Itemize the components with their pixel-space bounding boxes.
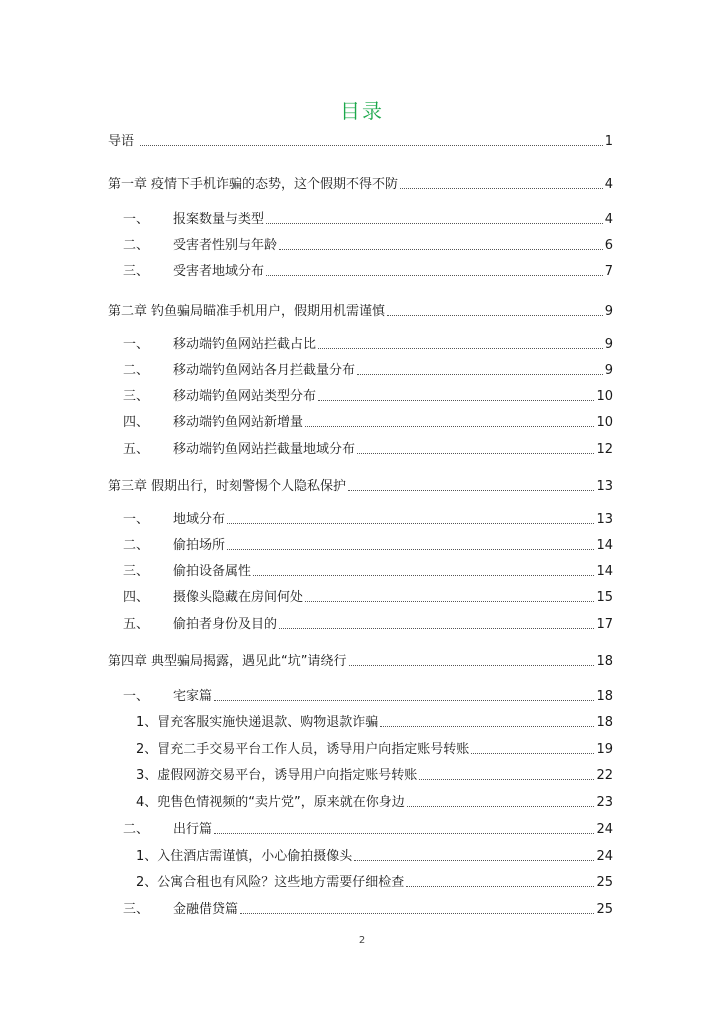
toc-entry-text: 偷拍设备属性 — [173, 564, 252, 579]
toc-entry-page: 14 — [596, 564, 613, 579]
toc-dot-leader — [357, 374, 603, 375]
toc-entry-text: 摄像头隐藏在房间何处 — [173, 590, 304, 605]
toc-entry-number: 五、 — [123, 617, 150, 632]
toc-entry[interactable] — [123, 411, 613, 431]
toc-entry-number: 二、 — [123, 363, 150, 378]
toc-dot-leader — [266, 275, 603, 276]
toc-entry[interactable] — [123, 208, 613, 228]
toc-entry-number: 第一章 — [108, 177, 148, 192]
toc-entry-number: 1、 — [136, 715, 158, 730]
page-number: 2 — [358, 935, 366, 946]
toc-entry-number: 一、 — [123, 512, 150, 527]
toc-dot-leader — [227, 523, 594, 524]
toc-entry-text: 假期出行，时刻警惕个人隐私保护 — [151, 479, 347, 494]
toc-dot-leader — [214, 833, 594, 834]
toc-entry-page: 22 — [596, 768, 613, 783]
toc-entry-number: 二、 — [123, 822, 150, 837]
toc-entry[interactable] — [123, 586, 613, 606]
toc-entry-page: 4 — [604, 177, 613, 192]
toc-entry-text: 出行篇 — [173, 822, 213, 837]
toc-dot-leader — [406, 886, 594, 887]
toc-dot-leader — [279, 628, 594, 629]
toc-entry-number: 一、 — [123, 689, 150, 704]
toc-entry-page: 4 — [604, 212, 613, 227]
toc-entry-text: 公寓合租也有风险？这些地方需要仔细检查 — [157, 875, 405, 890]
toc-entry[interactable] — [108, 475, 613, 495]
toc-entry-text: 报案数量与类型 — [173, 212, 265, 227]
toc-entry[interactable] — [123, 260, 613, 280]
toc-entry-text: 入住酒店需谨慎，小心偷拍摄像头 — [157, 849, 353, 864]
toc-entry-page: 24 — [596, 849, 613, 864]
toc-entry-text: 受害者性别与年龄 — [173, 238, 278, 253]
toc-entry-text: 钓鱼骗局瞄准手机用户，假期用机需谨慎 — [151, 304, 386, 319]
toc-dot-leader — [357, 453, 594, 454]
toc-entry[interactable] — [136, 845, 613, 865]
toc-entry-number: 导语 — [108, 134, 135, 149]
toc-entry-page: 6 — [604, 238, 613, 253]
toc-entry-number: 第四章 — [108, 654, 148, 669]
toc-entry-page: 1 — [604, 134, 613, 149]
toc-entry-text: 典型骗局揭露，遇见此“坑”请绕行 — [151, 654, 347, 669]
toc-dot-leader — [318, 400, 594, 401]
toc-entry[interactable] — [123, 438, 613, 458]
toc-entry[interactable] — [123, 818, 613, 838]
toc-entry-text: 移动端钓鱼网站各月拦截量分布 — [173, 363, 356, 378]
toc-dot-leader — [240, 913, 594, 914]
toc-entry-number: 三、 — [123, 902, 150, 917]
toc-entry[interactable] — [123, 898, 613, 918]
toc-dot-leader — [354, 860, 594, 861]
toc-dot-leader — [253, 575, 594, 576]
toc-dot-leader — [419, 779, 594, 780]
toc-dot-leader — [305, 601, 594, 602]
toc-entry-page: 14 — [596, 538, 613, 553]
toc-entry-page: 13 — [596, 479, 613, 494]
toc-dot-leader — [140, 145, 603, 146]
toc-entry[interactable] — [108, 300, 613, 320]
toc-entry-page: 13 — [596, 512, 613, 527]
toc-entry-text: 偷拍场所 — [173, 538, 226, 553]
toc-entry-page: 19 — [596, 742, 613, 757]
toc-entry-page: 12 — [596, 442, 613, 457]
toc-entry-text: 移动端钓鱼网站拦截占比 — [173, 337, 317, 352]
toc-entry-number: 四、 — [123, 415, 150, 430]
toc-entry-page: 25 — [596, 875, 613, 890]
toc-entry-number: 三、 — [123, 389, 150, 404]
toc-entry-number: 三、 — [123, 264, 150, 279]
toc-entry-text: 地域分布 — [173, 512, 226, 527]
toc-entry-number: 第二章 — [108, 304, 148, 319]
toc-entry-number: 一、 — [123, 337, 150, 352]
toc-entry-number: 第三章 — [108, 479, 148, 494]
toc-entry-text: 移动端钓鱼网站拦截量地域分布 — [173, 442, 356, 457]
toc-entry[interactable] — [123, 560, 613, 580]
toc-entry[interactable] — [123, 534, 613, 554]
toc-dot-leader — [266, 223, 603, 224]
toc-dot-leader — [387, 315, 603, 316]
toc-entry[interactable] — [108, 650, 613, 670]
toc-entry-number: 2、 — [136, 742, 158, 757]
toc-entry-text: 宅家篇 — [173, 689, 213, 704]
toc-entry-number: 二、 — [123, 238, 150, 253]
toc-entry-text: 疫情下手机诈骗的态势，这个假期不得不防 — [151, 177, 399, 192]
toc-entry-page: 25 — [596, 902, 613, 917]
toc-entry-text: 移动端钓鱼网站类型分布 — [173, 389, 317, 404]
toc-entry[interactable] — [136, 711, 613, 731]
toc-dot-leader — [348, 490, 594, 491]
toc-dot-leader — [349, 665, 595, 666]
toc-dot-leader — [305, 426, 594, 427]
toc-entry-page: 10 — [596, 415, 613, 430]
toc-entry-number: 3、 — [136, 768, 158, 783]
toc-entry-text: 受害者地域分布 — [173, 264, 265, 279]
toc-entry-number: 1、 — [136, 849, 158, 864]
toc-entry[interactable] — [136, 764, 613, 784]
toc-entry[interactable] — [136, 738, 613, 758]
toc-entry[interactable] — [123, 385, 613, 405]
toc-entry-page: 24 — [596, 822, 613, 837]
toc-entry-page: 17 — [596, 617, 613, 632]
toc-entry-number: 2、 — [136, 875, 158, 890]
toc-entry-text: 金融借贷篇 — [173, 902, 239, 917]
toc-entry-number: 五、 — [123, 442, 150, 457]
toc-entry-text: 虚假网游交易平台，诱导用户向指定账号转账 — [157, 768, 418, 783]
toc-entry-page: 15 — [596, 590, 613, 605]
toc-dot-leader — [400, 188, 603, 189]
toc-entry-page: 10 — [596, 389, 613, 404]
toc-entry-page: 9 — [604, 363, 613, 378]
toc-entry-page: 7 — [604, 264, 613, 279]
toc-dot-leader — [407, 806, 595, 807]
toc-entry-number: 三、 — [123, 564, 150, 579]
toc-dot-leader — [279, 249, 603, 250]
toc-dot-leader — [214, 700, 594, 701]
toc-title: 目录 — [340, 99, 384, 123]
toc-entry-number: 四、 — [123, 590, 150, 605]
toc-entry-page: 18 — [596, 654, 613, 669]
toc-entry-text: 冒充客服实施快递退款、购物退款诈骗 — [157, 715, 379, 730]
toc-entry[interactable] — [123, 613, 613, 633]
toc-entry[interactable] — [136, 871, 613, 891]
toc-entry[interactable] — [108, 130, 613, 150]
toc-dot-leader — [380, 726, 594, 727]
toc-dot-leader — [471, 753, 594, 754]
toc-entry-number: 一、 — [123, 212, 150, 227]
toc-entry-page: 18 — [596, 689, 613, 704]
toc-entry[interactable] — [123, 685, 613, 705]
toc-entry-text: 冒充二手交易平台工作人员，诱导用户向指定账号转账 — [157, 742, 470, 757]
toc-entry[interactable] — [123, 333, 613, 353]
toc-entry-page: 9 — [604, 304, 613, 319]
toc-entry-text: 偷拍者身份及目的 — [173, 617, 278, 632]
toc-dot-leader — [227, 549, 594, 550]
toc-entry[interactable] — [136, 791, 613, 811]
toc-entry[interactable] — [123, 508, 613, 528]
toc-entry-text: 兜售色情视频的“卖片党”，原来就在你身边 — [157, 795, 405, 810]
toc-entry-page: 18 — [596, 715, 613, 730]
toc-entry-page: 23 — [596, 795, 613, 810]
toc-dot-leader — [318, 348, 603, 349]
toc-entry-page: 9 — [604, 337, 613, 352]
toc-entry[interactable] — [123, 234, 613, 254]
toc-entry[interactable] — [108, 173, 613, 193]
toc-entry-number: 4、 — [136, 795, 158, 810]
toc-entry[interactable] — [123, 359, 613, 379]
toc-entry-number: 二、 — [123, 538, 150, 553]
toc-entry-text: 移动端钓鱼网站新增量 — [173, 415, 304, 430]
